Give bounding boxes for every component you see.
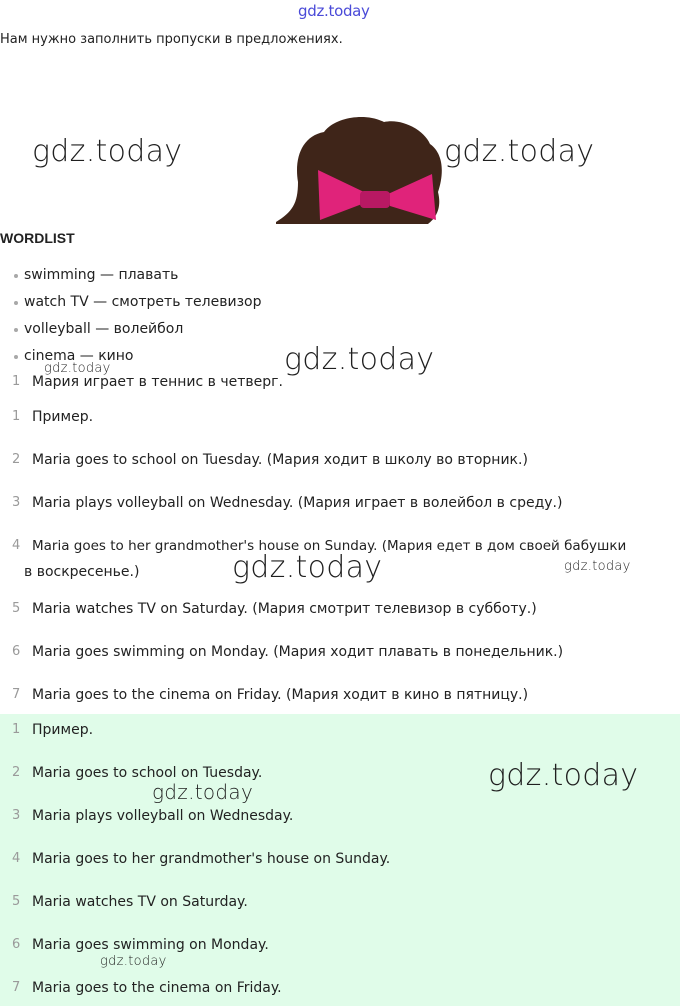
row-text: Пример. <box>32 722 94 738</box>
wordlist-item: watch TV — смотреть телевизор <box>14 289 261 316</box>
row-text: Maria goes to her grandmother's house on Sunday. (Мария едет в дом своей бабушки <box>32 538 627 554</box>
row-text: Maria watches TV on Saturday. (Мария смотрит телевизор в субботу.) <box>32 601 537 617</box>
row-number: 4 <box>12 538 21 553</box>
row-text: Maria goes to her grandmother's house on Sunday. <box>32 851 391 867</box>
row-number: 2 <box>12 765 21 780</box>
row-number: 3 <box>12 495 21 510</box>
row-text: Maria goes to the cinema on Friday. (Мария ходит в кино в пятницу.) <box>32 687 529 703</box>
bow-knot <box>360 191 390 208</box>
watermark: gdz.today <box>284 342 435 377</box>
row-text: Maria goes to the cinema on Friday. <box>32 980 282 996</box>
row-text: Пример. <box>32 409 94 425</box>
row-number: 3 <box>12 808 21 823</box>
watermark: gdz.today <box>564 559 631 574</box>
watermark: gdz.today <box>488 758 639 793</box>
task-number: 1 <box>12 374 21 389</box>
watermark: gdz.today <box>232 550 383 585</box>
row-number: 5 <box>12 601 21 616</box>
watermark: gdz.today <box>152 780 254 804</box>
row-number: 1 <box>12 409 21 424</box>
row-number: 1 <box>12 722 21 737</box>
watermark: gdz.today <box>44 361 111 376</box>
row-number: 7 <box>12 980 21 995</box>
wordlist-title: WORDLIST <box>0 230 75 246</box>
watermark: gdz.today <box>100 954 167 969</box>
row-number: 6 <box>12 937 21 952</box>
row-number: 6 <box>12 644 21 659</box>
wordlist-item: cinema — кино <box>14 343 261 370</box>
row-number: 7 <box>12 687 21 702</box>
wordlist-item: swimming — плавать <box>14 262 261 289</box>
intro-text: Нам нужно заполнить пропуски в предложениях. <box>0 32 343 47</box>
wordlist <box>14 262 261 370</box>
row-text: Maria goes to school on Tuesday. (Мария ходит в школу во вторник.) <box>32 452 528 468</box>
row-text: Maria watches TV on Saturday. <box>32 894 248 910</box>
row-number: 5 <box>12 894 21 909</box>
girl-hair-illustration <box>272 112 448 226</box>
wordlist-item: volleyball — волейбол <box>14 316 261 343</box>
row-number: 4 <box>12 851 21 866</box>
row-number: 2 <box>12 452 21 467</box>
task-text: Мария играет в теннис в четверг. <box>32 374 283 390</box>
row-text: Maria goes swimming on Monday. <box>32 937 269 953</box>
watermark: gdz.today <box>32 134 183 169</box>
row-text: Maria goes to school on Tuesday. <box>32 765 263 781</box>
row-text: Maria plays volleyball on Wednesday. (Мария играет в волейбол в среду.) <box>32 495 563 511</box>
watermark: gdz.today <box>444 134 595 169</box>
site-watermark: gdz.today <box>298 2 370 20</box>
row-text: Maria plays volleyball on Wednesday. <box>32 808 294 824</box>
row-text: Maria goes swimming on Monday. (Мария ходит плавать в понедельник.) <box>32 644 564 660</box>
row-text-continued: в воскресенье.) <box>24 564 140 580</box>
